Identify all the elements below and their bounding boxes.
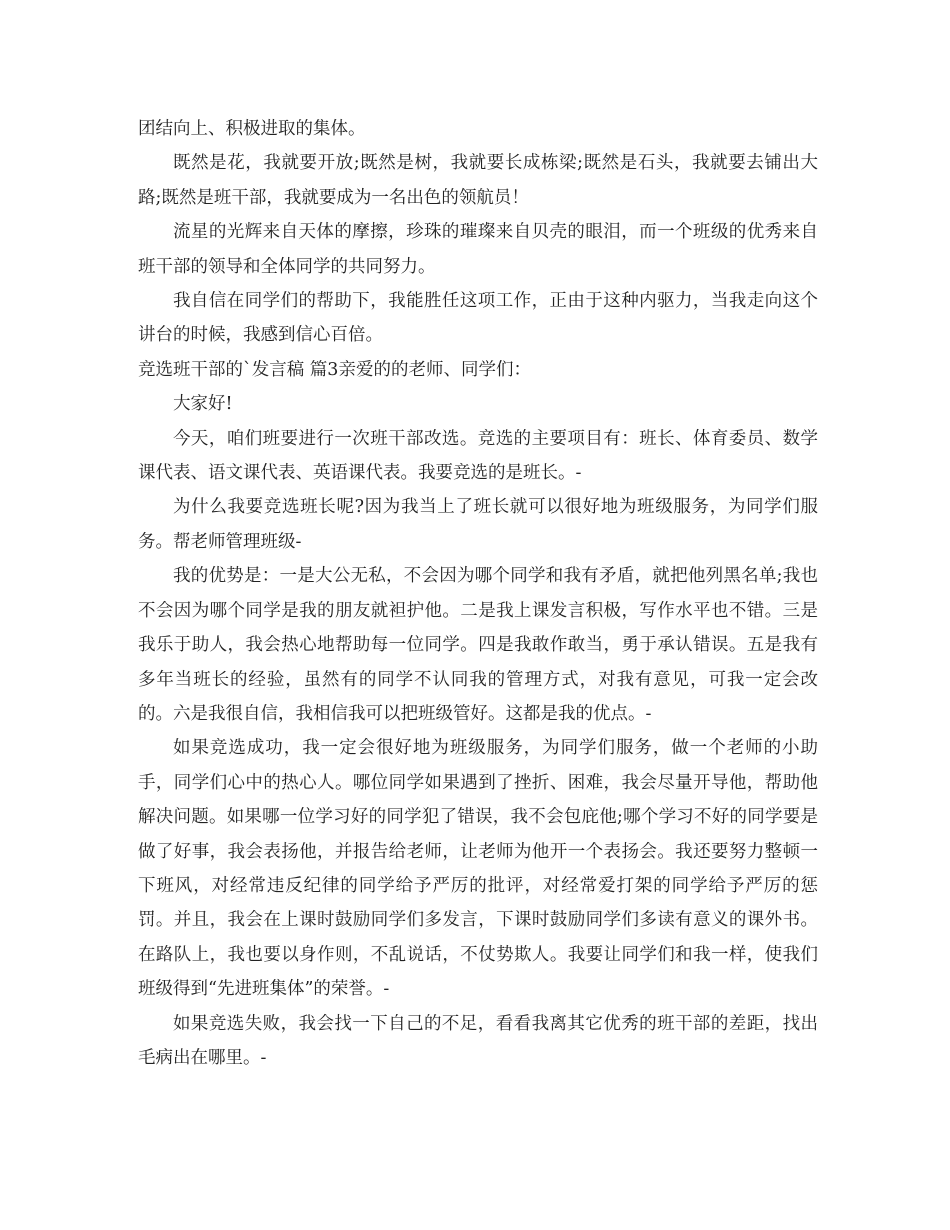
section-heading: 竞选班干部的`发言稿 篇3亲爱的的老师、同学们：	[138, 359, 531, 380]
paragraph-9: 我的优势是：一是大公无私，不会因为哪个同学和我有矛盾，就把他列黑名单;我也不会因为哪个同学是我的朋友就袒护他。二是我上课发言积极，写作水平也不错。三是我乐于助人，我会热心地帮助每一位同学。四是我敢作敢当，勇于承认错误。五是我有多年当班长的经验，虽然有的同学不认同我的管理方式，对我有意见，可我一定会改的。六是我很自信，我相信我可以把班级管好。这都是我的优点。-	[138, 566, 818, 724]
paragraph-7: 今天，咱们班要进行一次班干部改选。竞选的主要项目有：班长、体育委员、数学课代表、语文课代表、英语课代表。我要竞选的是班长。-	[138, 428, 818, 484]
greeting: 大家好!	[173, 394, 233, 415]
paragraph-1: 团结向上、积极进取的集体。	[138, 119, 366, 139]
paragraph-4: 我自信在同学们的帮助下，我能胜任这项工作，正由于这种内驱力，当我走向这个讲台的时候，我感到信心百倍。	[138, 291, 818, 346]
paragraph-10: 如果竞选成功，我一定会很好地为班级服务，为同学们服务，做一个老师的小助手，同学们心中的热心人。哪位同学如果遇到了挫折、困难，我会尽量开导他，帮助他解决问题。如果哪一位学习好的同学犯了错误，我不会包庇他;哪个学习不好的同学要是做了好事，我会表扬他，并报告给老师，让老师为他开一个表扬会。我还要努力整顿一下班风，对经常违反纪律的同学给予严厉的批评，对经常爱打架的同学给予严厉的惩罚。并且，我会在上课时鼓励同学们多发言，下课时鼓励同学们多读有意义的课外书。在路队上，我也要以身作则，不乱说话，不仗势欺人。我要让同学们和我一样，使我们班级得到“先进班集体”的荣誉。-	[138, 738, 818, 1000]
paragraph-11: 如果竞选失败，我会找一下自己的不足，看看我离其它优秀的班干部的差距，找出毛病出在哪里。-	[138, 1013, 818, 1068]
document-body	[138, 112, 818, 1075]
paragraph-3: 流星的光辉来自天体的摩擦，珍珠的璀璨来自贝壳的眼泪，而一个班级的优秀来自班干部的领导和全体同学的共同努力。	[138, 222, 818, 277]
paragraph-2: 既然是花，我就要开放;既然是树，我就要长成栋梁;既然是石头，我就要去铺出大路;既然是班干部，我就要成为一名出色的领航员！	[138, 153, 818, 208]
paragraph-8: 为什么我要竞选班长呢?因为我当上了班长就可以很好地为班级服务，为同学们服务。帮老师管理班级-	[138, 497, 818, 552]
